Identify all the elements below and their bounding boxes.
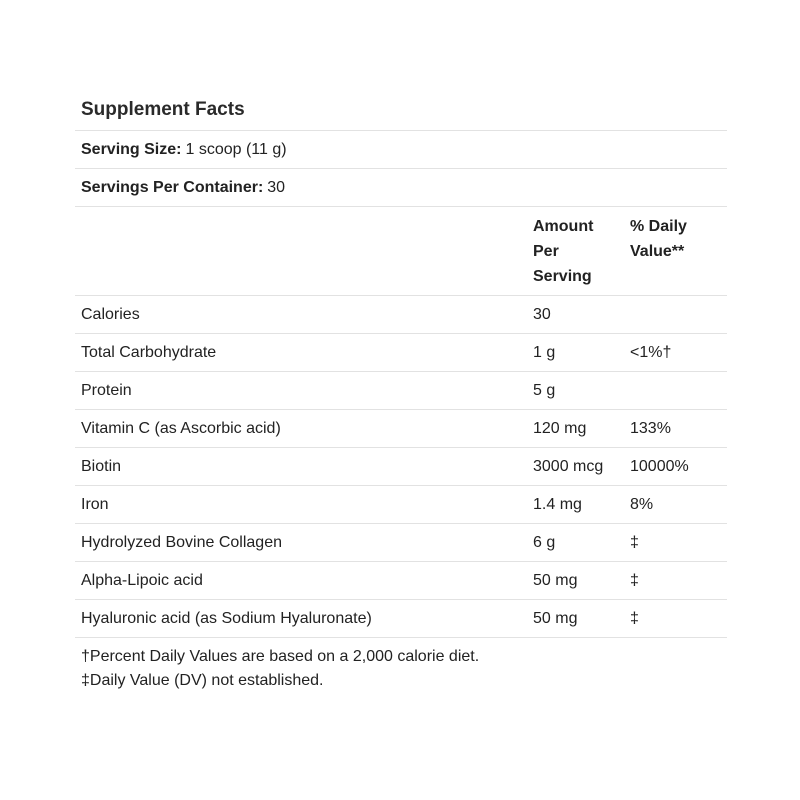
nutrient-name: Biotin [81,457,122,475]
nutrient-amount: 5 g [533,381,556,399]
serving-size-row [75,131,727,169]
nutrient-amount: 1.4 mg [533,495,582,513]
footnote-dagger: †Percent Daily Values are based on a 2,000 calorie diet. [81,648,480,665]
nutrient-daily-value: 133% [630,419,671,437]
nutrient-amount: 50 mg [533,571,578,589]
servings-per-container-value: 30 [267,178,286,196]
servings-per-container-row [75,169,727,207]
nutrient-amount: 1 g [533,343,556,361]
nutrient-amount: 120 mg [533,419,587,437]
nutrient-name: Protein [81,381,132,399]
nutrient-name: Total Carbohydrate [81,343,217,361]
nutrient-row [75,524,727,562]
footnote-double-dagger: ‡Daily Value (DV) not established. [81,672,324,689]
nutrient-row [75,562,727,600]
nutrient-daily-value: <1%† [630,343,672,361]
serving-size-value: 1 scoop (11 g) [185,140,287,158]
nutrient-row [75,410,727,448]
nutrient-daily-value: 8% [630,495,654,513]
nutrient-row [75,600,727,638]
nutrient-amount: 3000 mcg [533,457,604,475]
supplement-facts-panel [75,92,727,693]
nutrient-name: Hydrolyzed Bovine Collagen [81,533,282,551]
nutrient-name: Calories [81,305,140,323]
nutrient-daily-value: ‡ [630,571,639,589]
nutrient-row [75,448,727,486]
nutrient-daily-value: ‡ [630,609,639,627]
nutrient-row [75,296,727,334]
nutrient-name: Iron [81,495,109,513]
nutrient-name: Alpha-Lipoic acid [81,571,203,589]
nutrient-amount: 6 g [533,533,556,551]
nutrient-name: Vitamin C (as Ascorbic acid) [81,419,281,437]
servings-per-container-label: Servings Per Container: [81,178,264,196]
panel-title: Supplement Facts [75,92,727,131]
footnotes [75,645,727,693]
nutrient-daily-value: 10000% [630,457,689,475]
nutrient-amount: 30 [533,305,551,323]
nutrient-name: Hyaluronic acid (as Sodium Hyaluronate) [81,609,372,627]
nutrient-row [75,372,727,410]
nutrient-row [75,334,727,372]
nutrient-amount: 50 mg [533,609,578,627]
daily-value-header: % Daily Value** [630,218,687,260]
nutrient-table-body [75,296,727,638]
amount-per-serving-header: Amount Per Serving [533,218,594,285]
column-header-row [75,207,727,296]
serving-size-label: Serving Size: [81,140,182,158]
nutrient-daily-value: ‡ [630,533,639,551]
nutrient-row [75,486,727,524]
